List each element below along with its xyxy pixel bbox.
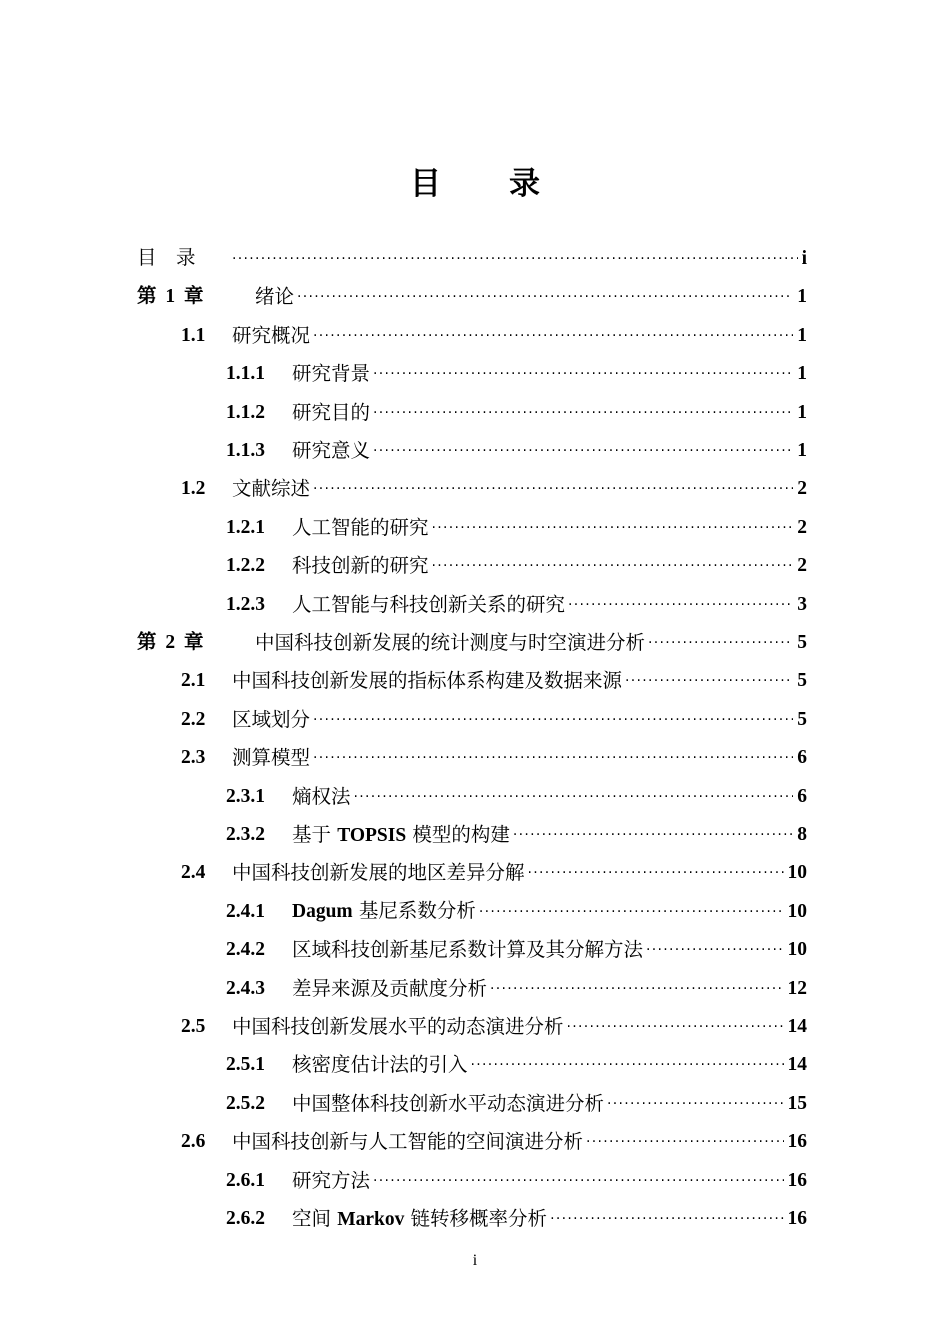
- toc-entry[interactable]: [226, 970, 807, 1008]
- toc-entry-title: 区域科技创新基尼系数计算及其分解方法: [292, 938, 644, 962]
- toc-entry-page: 16: [787, 1208, 807, 1229]
- toc-entry-title: 中国科技创新与人工智能的空间演进分析: [232, 1130, 584, 1154]
- toc-entry[interactable]: [226, 1200, 807, 1238]
- toc-entry-number: 1.2.1: [226, 516, 265, 538]
- toc-dot-leader: [373, 355, 793, 393]
- toc-entry-page: 3: [797, 593, 807, 615]
- toc-entry-number: 2.4.2: [226, 939, 265, 961]
- toc-entry-page: 1: [797, 363, 807, 385]
- toc-entry-number: 2.5.2: [226, 1092, 265, 1114]
- toc-entry-page: 14: [787, 1054, 807, 1076]
- toc-entry-title: 测算模型: [232, 746, 311, 770]
- toc-entry-number: 1.1: [181, 324, 206, 346]
- toc-entry-page: 16: [787, 1169, 807, 1191]
- toc-entry-page: 15: [787, 1092, 807, 1114]
- toc-entry[interactable]: [181, 1123, 807, 1161]
- toc-entry[interactable]: [226, 547, 807, 585]
- toc-entry-page: i: [801, 248, 807, 269]
- toc-entry-title: 中国科技创新发展的统计测度与时空演进分析: [255, 631, 646, 654]
- toc-entry[interactable]: [226, 509, 807, 547]
- toc-entry-page: 1: [797, 401, 807, 423]
- toc-entry-title: 研究意义: [292, 439, 371, 462]
- toc-entry-number: 2.2: [181, 708, 206, 730]
- toc-entry-title: 基于 TOPSIS 模型的构建: [292, 822, 510, 846]
- toc-dot-leader: [373, 394, 793, 432]
- toc-entry[interactable]: [181, 662, 807, 700]
- toc-dot-leader: [313, 739, 793, 777]
- toc-entry[interactable]: [226, 1046, 807, 1084]
- toc-entry[interactable]: [226, 778, 807, 816]
- toc-entry-number: 2.3.1: [226, 785, 265, 807]
- toc-entry-title: 空间 Markov 链转移概率分析: [292, 1206, 548, 1230]
- toc-entry-number: 2.3: [181, 747, 206, 769]
- toc-entry[interactable]: [226, 432, 807, 470]
- toc-entry-page: 10: [787, 900, 807, 922]
- toc-entry[interactable]: [226, 1085, 807, 1123]
- toc-entry-page: 2: [797, 516, 807, 538]
- toc-entry-page: 5: [797, 708, 807, 730]
- toc-dot-leader: [313, 701, 793, 739]
- toc-entry[interactable]: [226, 394, 807, 432]
- toc-dot-leader: [607, 1085, 783, 1123]
- toc-entry-title: 中国科技创新发展的指标体系构建及数据来源: [232, 669, 623, 693]
- toc-entry-number: 1.2.2: [226, 555, 265, 577]
- toc-entry[interactable]: [181, 739, 807, 777]
- footer-page-number: i: [472, 1252, 478, 1269]
- toc-entry-number: 2.4.1: [226, 900, 265, 922]
- toc-entry-page: 16: [787, 1131, 807, 1153]
- toc-entry-page: 6: [797, 747, 807, 769]
- toc-entry-title: 差异来源及贡献度分析: [292, 976, 488, 1000]
- toc-entry[interactable]: [181, 470, 807, 508]
- toc-dot-leader: [297, 278, 793, 316]
- toc-entry-number: 2.5: [181, 1016, 206, 1037]
- toc-entry-title: 研究方法: [292, 1168, 371, 1192]
- toc-dot-leader: [479, 893, 784, 931]
- toc-dot-leader: [432, 509, 794, 547]
- toc-entry-title: 研究背景: [292, 362, 371, 386]
- toc-entry-number: 2.3.2: [226, 824, 265, 845]
- toc-dot-leader: [567, 1008, 784, 1046]
- toc-entry-page: 5: [797, 670, 807, 692]
- page-title: 目录: [410, 166, 608, 202]
- toc-dot-leader: [646, 931, 783, 969]
- toc-dot-leader: [354, 778, 794, 816]
- toc-entry-page: 1: [797, 324, 807, 346]
- toc-entry-number: 2.6.2: [226, 1208, 265, 1229]
- toc-entry-page: 5: [797, 632, 807, 653]
- toc-entry-number: 1.1.2: [226, 401, 265, 423]
- toc-entry[interactable]: [181, 854, 807, 892]
- toc-entry[interactable]: [181, 1008, 807, 1046]
- toc-entry[interactable]: [181, 317, 807, 355]
- toc-entry-page: 10: [787, 862, 807, 884]
- toc-entry-page: 14: [787, 1016, 807, 1037]
- toc-entry-page: 2: [797, 555, 807, 577]
- toc-entry-number: 1.1.3: [226, 440, 265, 461]
- toc-entry-page: 1: [797, 286, 807, 308]
- toc-entry-title: Dagum 基尼系数分析: [292, 899, 476, 923]
- toc-entry-title: 研究概况: [232, 323, 311, 347]
- toc-entry[interactable]: [226, 816, 807, 854]
- toc-entry-title: 研究目的: [292, 400, 371, 424]
- toc-entry-title: 人工智能的研究: [292, 515, 429, 539]
- toc-entry-number: 第 1 章: [137, 286, 206, 308]
- toc-entry-title: 中国整体科技创新水平动态演进分析: [292, 1091, 605, 1115]
- toc-entry-title: 中国科技创新发展的地区差异分解: [232, 861, 525, 885]
- toc-dot-leader: [232, 240, 798, 278]
- toc-entry[interactable]: [226, 1162, 807, 1200]
- toc-dot-leader: [490, 970, 783, 1008]
- toc-dot-leader: [471, 1046, 784, 1084]
- toc-entry-number: 第 2 章: [137, 632, 206, 653]
- toc-dot-leader: [373, 432, 793, 470]
- toc-dot-leader: [313, 470, 793, 508]
- toc-entry-title: 区域划分: [232, 707, 311, 731]
- toc-entry-number: 2.5.1: [226, 1054, 265, 1076]
- toc-entry-number: 1.2: [181, 478, 206, 500]
- toc-dot-leader: [528, 854, 784, 892]
- toc-entry-page: 12: [787, 977, 807, 999]
- toc-entry-title: 人工智能与科技创新关系的研究: [292, 592, 566, 616]
- toc-dot-leader: [568, 586, 793, 624]
- toc-entry-title: 核密度估计法的引入: [292, 1053, 468, 1077]
- toc-dot-leader: [648, 624, 793, 662]
- toc-dot-leader: [432, 547, 794, 585]
- toc-entry-title: 熵权法: [292, 784, 351, 808]
- toc-entry-number: 1.2.3: [226, 593, 265, 615]
- toc-dot-leader: [586, 1123, 783, 1161]
- toc-entry-number: 2.4: [181, 862, 206, 884]
- toc-entry-page: 8: [797, 824, 807, 845]
- toc-entry-title: 科技创新的研究: [292, 554, 429, 578]
- toc-entry-number: 2.6: [181, 1131, 206, 1153]
- toc-entry-number: 目 录: [137, 248, 196, 269]
- toc-entry-page: 10: [787, 939, 807, 961]
- toc-entry[interactable]: [181, 701, 807, 739]
- toc-entry-page: 6: [797, 785, 807, 807]
- toc-entry[interactable]: [226, 931, 807, 969]
- toc-dot-leader: [550, 1200, 783, 1238]
- toc-dot-leader: [313, 317, 793, 355]
- toc-dot-leader: [625, 662, 793, 700]
- toc-entry[interactable]: [137, 624, 807, 662]
- toc-dot-leader: [373, 1162, 783, 1200]
- toc-entry-page: 2: [797, 478, 807, 500]
- toc-entry-number: 2.1: [181, 670, 206, 692]
- toc-entry-title: 中国科技创新发展水平的动态演进分析: [232, 1015, 564, 1038]
- toc-entry-number: 1.1.1: [226, 363, 265, 385]
- toc-entry-number: 2.6.1: [226, 1169, 265, 1191]
- toc-entry-page: 1: [797, 440, 807, 461]
- toc-entry[interactable]: [226, 355, 807, 393]
- toc-entry[interactable]: [137, 278, 807, 316]
- toc-entry-number: 2.4.3: [226, 977, 265, 999]
- toc-entry-title: 绪论: [255, 285, 295, 309]
- toc-entry[interactable]: [226, 586, 807, 624]
- toc-entry-title: 文献综述: [232, 477, 311, 501]
- toc-dot-leader: [513, 816, 793, 854]
- toc-entry[interactable]: [137, 240, 807, 278]
- toc-entry[interactable]: [226, 893, 807, 931]
